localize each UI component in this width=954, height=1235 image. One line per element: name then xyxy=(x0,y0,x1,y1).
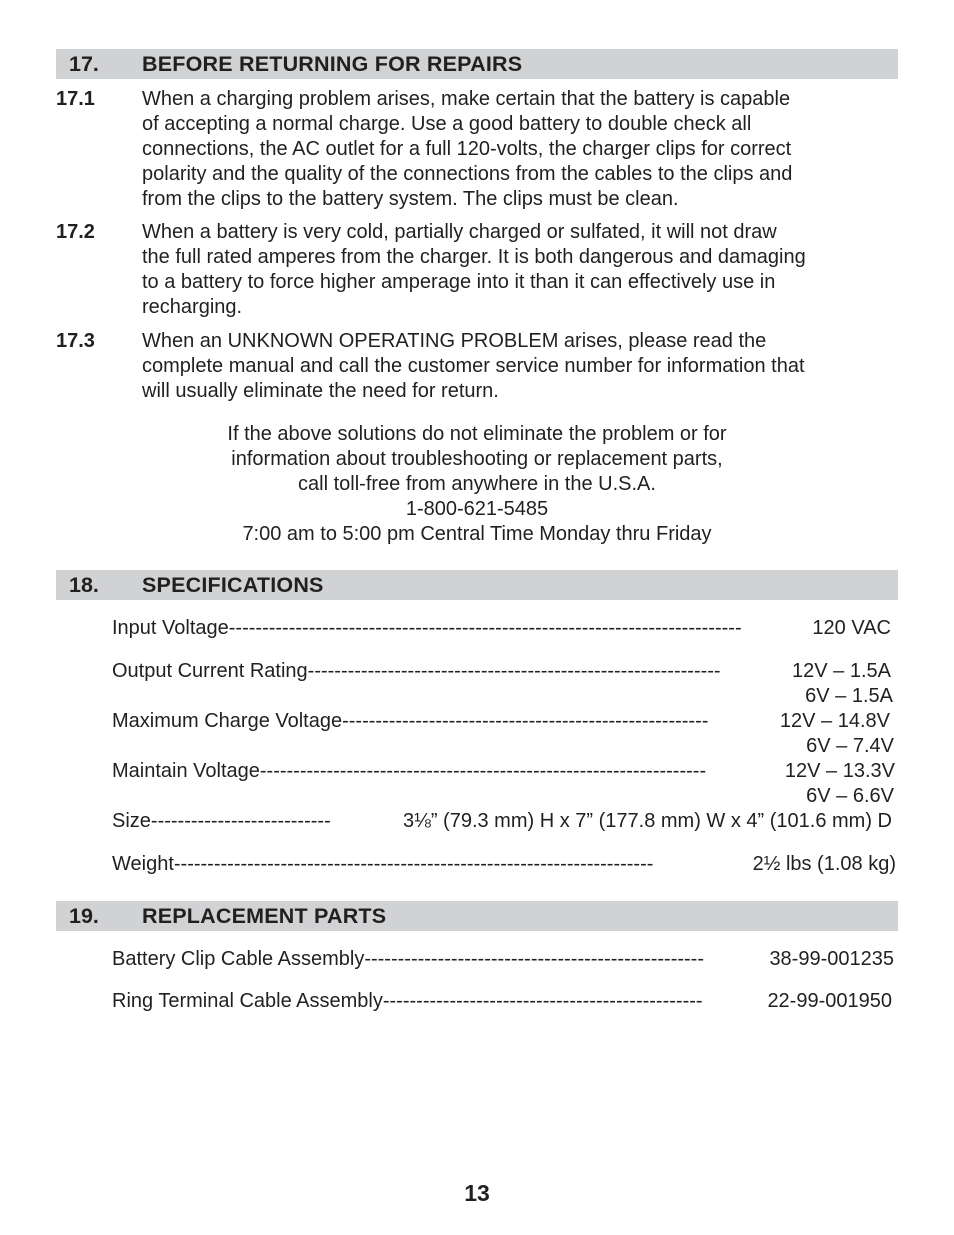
contact-line: information about troubleshooting or replacement parts, xyxy=(231,448,723,470)
item-number: 17.3 xyxy=(56,330,95,352)
contact-line: If the above solutions do not eliminate the problem or for xyxy=(227,423,727,445)
spec-value: 2½ lbs (1.08 kg) xyxy=(752,853,896,875)
text-line: of accepting a normal charge. Use a good battery to double check all xyxy=(142,113,752,135)
spec-label: Output Current Rating-------------------------------------------------------------- xyxy=(112,660,721,682)
phone-number: 1-800-621-5485 xyxy=(405,498,549,520)
text-line: polarity and the quality of the connections from the cables to the clips and xyxy=(142,163,793,185)
section-number: 17. xyxy=(69,52,99,76)
text-line: from the clips to the battery system. The clips must be clean. xyxy=(142,188,679,210)
spec-label: Maintain Voltage------------------------------------------------------------------- xyxy=(112,760,707,782)
spec-label: Input Voltage----------------------------------------------------------------------------- xyxy=(112,617,742,639)
contact-info xyxy=(130,422,824,547)
item-17-2 xyxy=(56,220,886,320)
text-line: When an UNKNOWN OPERATING PROBLEM arises, please read the xyxy=(142,330,767,352)
part-number: 38-99-001235 xyxy=(769,948,894,970)
item-17-3 xyxy=(56,329,886,404)
item-number: 17.2 xyxy=(56,221,95,243)
page-number: 13 xyxy=(464,1180,490,1206)
item-number: 17.1 xyxy=(56,88,95,110)
text-line: complete manual and call the customer service number for information that xyxy=(142,355,805,377)
text-line: will usually eliminate the need for return. xyxy=(142,380,499,402)
text-line: recharging. xyxy=(142,296,243,318)
spec-sub-value: 6V – 7.4V xyxy=(806,735,894,757)
section-title: REPLACEMENT PARTS xyxy=(142,904,387,928)
text-line: When a charging problem arises, make certain that the battery is capable xyxy=(142,88,791,110)
spec-value: 120 VAC xyxy=(812,617,891,639)
spec-value: 12V – 1.5A xyxy=(792,660,891,682)
part-label: Battery Clip Cable Assembly--------------------------------------------------- xyxy=(112,948,704,970)
text-line: to a battery to force higher amperage into it than it can effectively use in xyxy=(142,271,776,293)
spec-label: Size--------------------------- xyxy=(112,810,331,832)
text-line: When a battery is very cold, partially charged or sulfated, it will not draw xyxy=(142,221,777,243)
text-line: the full rated amperes from the charger. It is both dangerous and damaging xyxy=(142,246,806,268)
section-17-header xyxy=(56,49,898,79)
spec-sub-value: 6V – 6.6V xyxy=(806,785,894,807)
item-text xyxy=(142,87,886,212)
spec-value: 3⅛” (79.3 mm) H x 7” (177.8 mm) W x 4” (101.6 mm) D xyxy=(403,810,892,832)
spec-sub-value: 6V – 1.5A xyxy=(805,685,893,707)
section-title: SPECIFICATIONS xyxy=(142,573,324,597)
item-text xyxy=(142,220,886,320)
section-number: 19. xyxy=(69,904,99,928)
section-18-header xyxy=(56,570,898,600)
section-19-header xyxy=(56,901,898,931)
item-17-1 xyxy=(56,87,886,212)
business-hours: 7:00 am to 5:00 pm Central Time Monday thru Friday xyxy=(242,523,712,545)
spec-value: 12V – 14.8V xyxy=(779,710,890,732)
contact-line: call toll-free from anywhere in the U.S.A. xyxy=(298,473,656,495)
item-text xyxy=(142,329,886,404)
part-number: 22-99-001950 xyxy=(767,990,892,1012)
text-line: connections, the AC outlet for a full 120-volts, the charger clips for correct xyxy=(142,138,792,160)
spec-value: 12V – 13.3V xyxy=(784,760,895,782)
section-number: 18. xyxy=(69,573,99,597)
spec-label: Maximum Charge Voltage------------------------------------------------------- xyxy=(112,710,709,732)
section-title: BEFORE RETURNING FOR REPAIRS xyxy=(142,52,523,76)
spec-label: Weight------------------------------------------------------------------------ xyxy=(112,853,654,875)
part-label: Ring Terminal Cable Assembly------------------------------------------------ xyxy=(112,990,703,1012)
